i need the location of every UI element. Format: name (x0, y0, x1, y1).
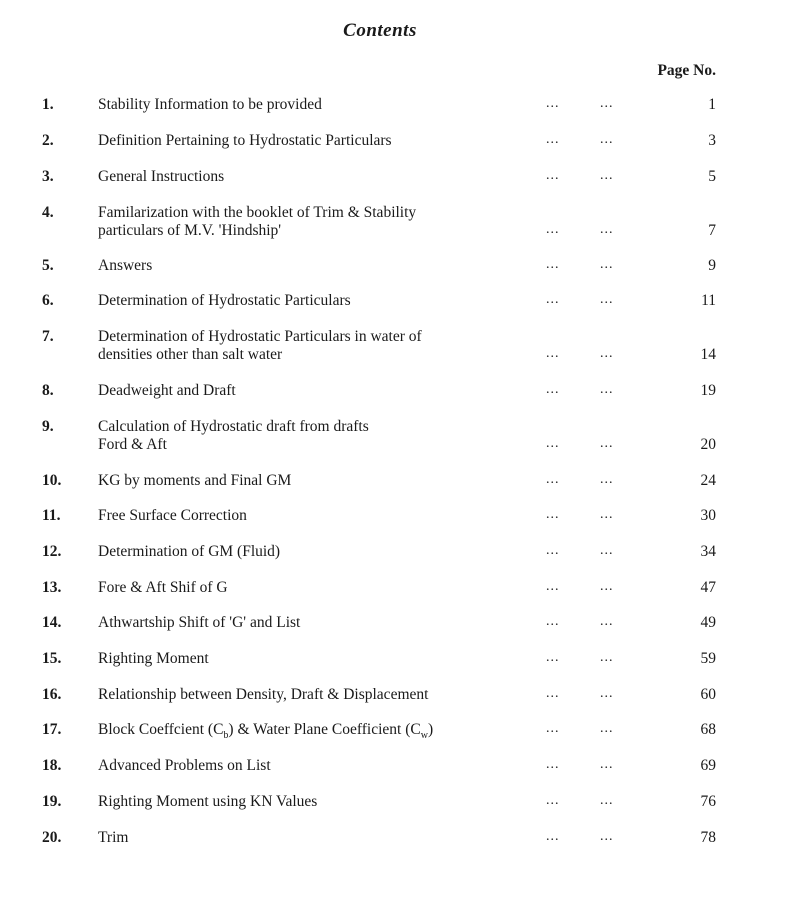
entry-page-number: 76 (700, 793, 716, 810)
entry-number: 3. (42, 168, 54, 185)
entry-title: Free Surface Correction (98, 507, 247, 524)
dot-leader: ... (546, 507, 560, 522)
dot-leader: ... (546, 436, 560, 451)
dot-leader: ... (546, 132, 560, 147)
entry-number: 10. (42, 472, 62, 489)
entry-number: 18. (42, 757, 62, 774)
dot-leader: ... (546, 829, 560, 844)
dot-leader: ... (546, 257, 560, 272)
entry-page-number: 68 (700, 721, 716, 738)
entry-page-number: 59 (700, 650, 716, 667)
dot-leader: ... (600, 96, 614, 111)
entry-number: 16. (42, 686, 62, 703)
entry-page-number: 9 (708, 257, 716, 274)
dot-leader: ... (546, 96, 560, 111)
dot-leader: ... (600, 472, 614, 487)
entry-title: Determination of GM (Fluid) (98, 543, 281, 560)
dot-leader: ... (546, 168, 560, 183)
dot-leader: ... (600, 579, 614, 594)
entry-page-number: 24 (700, 472, 716, 489)
entry-page-number: 19 (700, 382, 716, 399)
dot-leader: ... (546, 793, 560, 808)
entry-title: Answers (98, 257, 153, 274)
entry-number: 7. (42, 328, 54, 345)
entry-number: 6. (42, 292, 54, 309)
entry-title: Definition Pertaining to Hydrostatic Particulars (98, 132, 392, 149)
entry-page-number: 69 (700, 757, 716, 774)
entry-number: 11. (42, 507, 61, 524)
dot-leader: ... (546, 614, 560, 629)
dot-leader: ... (546, 472, 560, 487)
entry-page-number: 78 (700, 829, 716, 846)
dot-leader: ... (600, 382, 614, 397)
entry-title: Stability Information to be provided (98, 96, 322, 113)
dot-leader: ... (600, 614, 614, 629)
entry-title: Familarization with the booklet of Trim & Stability particulars of M.V. 'Hindship' (98, 204, 417, 239)
entry-page-number: 30 (700, 507, 716, 524)
dot-leader: ... (546, 650, 560, 665)
entry-page-number: 1 (708, 96, 716, 113)
entry-title: Righting Moment (98, 650, 209, 667)
entry-title: Athwartship Shift of 'G' and List (98, 614, 301, 631)
entry-number: 9. (42, 418, 54, 435)
dot-leader: ... (600, 757, 614, 772)
entry-number: 1. (42, 96, 54, 113)
dot-leader: ... (600, 132, 614, 147)
entry-page-number: 11 (701, 292, 716, 309)
entry-page-number: 14 (700, 346, 716, 363)
dot-leader: ... (600, 543, 614, 558)
entry-number: 2. (42, 132, 54, 149)
entry-title: Righting Moment using KN Values (98, 793, 318, 810)
entry-number: 19. (42, 793, 62, 810)
dot-leader: ... (600, 346, 614, 361)
entry-number: 13. (42, 579, 62, 596)
entry-title: Relationship between Density, Draft & Displacement (98, 686, 429, 703)
page-title: Contents (343, 20, 417, 41)
entry-page-number: 7 (708, 222, 716, 239)
entry-title: Calculation of Hydrostatic draft from drafts Ford & Aft (98, 418, 369, 453)
dot-leader: ... (546, 222, 560, 237)
entry-page-number: 5 (708, 168, 716, 185)
dot-leader: ... (600, 507, 614, 522)
entry-number: 14. (42, 614, 62, 631)
entry-number: 4. (42, 204, 54, 221)
entry-title: Deadweight and Draft (98, 382, 236, 399)
dot-leader: ... (546, 543, 560, 558)
entry-page-number: 20 (700, 436, 716, 453)
dot-leader: ... (600, 793, 614, 808)
entry-number: 15. (42, 650, 62, 667)
dot-leader: ... (546, 579, 560, 594)
dot-leader: ... (546, 346, 560, 361)
entry-title: Advanced Problems on List (98, 757, 271, 774)
dot-leader: ... (600, 168, 614, 183)
dot-leader: ... (600, 686, 614, 701)
dot-leader: ... (600, 222, 614, 237)
dot-leader: ... (546, 686, 560, 701)
entry-page-number: 49 (700, 614, 716, 631)
entry-number: 5. (42, 257, 54, 274)
entry-title: KG by moments and Final GM (98, 472, 292, 489)
entry-title: Fore & Aft Shif of G (98, 579, 228, 596)
dot-leader: ... (600, 829, 614, 844)
entry-page-number: 60 (700, 686, 716, 703)
page-number-header: Page No. (657, 62, 716, 79)
dot-leader: ... (600, 650, 614, 665)
dot-leader: ... (546, 721, 560, 736)
entry-title: Block Coeffcient $(C_b)$ & Water Plane Coefficient $(C_w)$ (98, 721, 434, 742)
entry-title: General Instructions (98, 168, 225, 185)
entry-page-number: 34 (700, 543, 716, 560)
dot-leader: ... (600, 721, 614, 736)
dot-leader: ... (546, 292, 560, 307)
entry-title: Trim (98, 829, 129, 846)
dot-leader: ... (600, 292, 614, 307)
dot-leader: ... (600, 257, 614, 272)
dot-leader: ... (546, 382, 560, 397)
entry-title: Determination of Hydrostatic Particulars (98, 292, 351, 309)
dot-leader: ... (546, 757, 560, 772)
entry-number: 17. (42, 721, 62, 738)
entry-page-number: 47 (700, 579, 716, 596)
dot-leader: ... (600, 436, 614, 451)
entry-number: 12. (42, 543, 62, 560)
entry-title: Determination of Hydrostatic Particulars in water of densities other than salt water (98, 328, 422, 363)
entry-number: 20. (42, 829, 62, 846)
entry-number: 8. (42, 382, 54, 399)
entry-page-number: 3 (708, 132, 716, 149)
